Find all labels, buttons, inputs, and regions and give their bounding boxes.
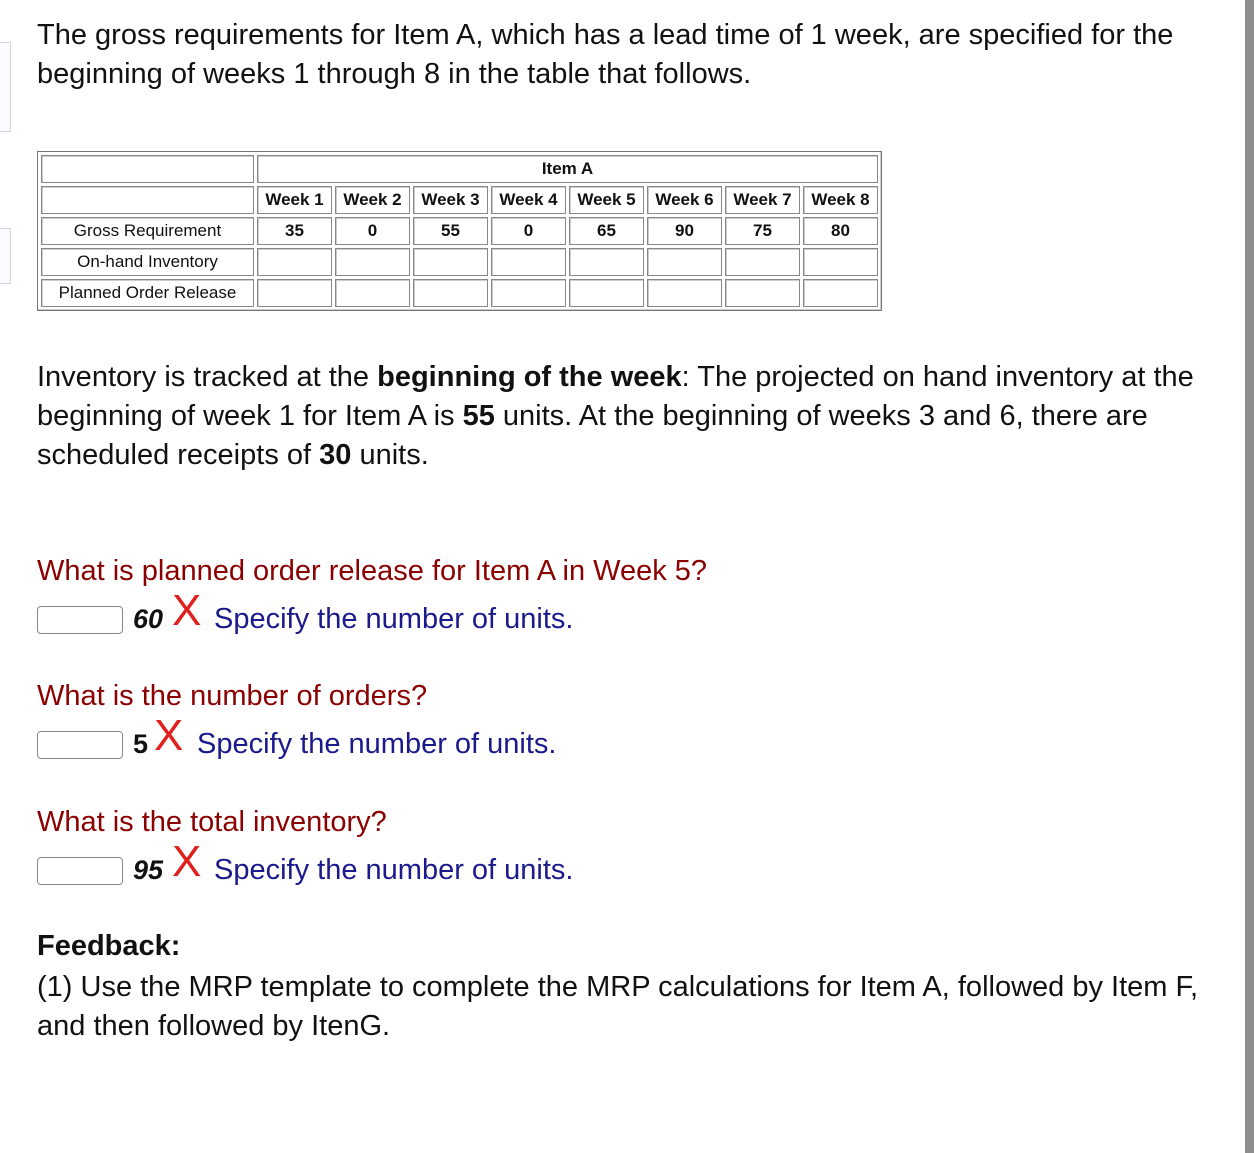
table-row [41,155,878,183]
submitted-answer-1: 60 [133,604,164,634]
week-header: Week 7 [725,186,800,214]
problem-intro: The gross requirements for Item A, which has a lead time of 1 week, are specified for the beginning of weeks 1 through 8 in the table that follows. [37,19,1174,90]
table-cell [335,279,410,307]
table-cell [647,279,722,307]
feedback-text: (1) Use the MRP template to complete the MRP calculations for Item A, followed by Item F, and then followed by ItenG. [37,971,1199,1042]
table-cell [569,248,644,276]
hint-text-3: Specify the number of units. [214,854,574,886]
inventory-bold: beginning of the week [377,361,682,393]
item-header: Item A [257,155,878,183]
week-header: Week 1 [257,186,332,214]
table-cell: 90 [647,217,722,245]
table-cell [803,279,878,307]
table-cell [725,248,800,276]
question-1: What is planned order release for Item A in Week 5? [37,555,708,587]
table-cell [257,279,332,307]
left-gutter-tab [0,42,11,132]
submitted-answer-2: 5 [133,729,149,759]
table-row [41,217,878,245]
table-cell: 55 [413,217,488,245]
table-cell [803,248,878,276]
inventory-text: units. At the beginning of weeks 3 and 6, there are scheduled receipts of [37,400,1148,471]
row-label: Gross Requirement [41,217,254,245]
inventory-text: : The projected on hand inventory at the beginning of week 1 for Item A is [37,361,1194,432]
table-cell [491,279,566,307]
table-corner-cell [41,186,254,214]
week-header: Week 3 [413,186,488,214]
row-label: Planned Order Release [41,279,254,307]
feedback-title: Feedback: [37,930,181,962]
table-cell: 75 [725,217,800,245]
hint-text-2: Specify the number of units. [197,728,557,760]
question-2: What is the number of orders? [37,680,428,712]
submitted-answer-3: 95 [133,855,164,885]
answer-input-1[interactable] [37,606,123,634]
row-label: On-hand Inventory [41,248,254,276]
table-cell: 80 [803,217,878,245]
inventory-text: Inventory is tracked at the [37,361,378,393]
question-3: What is the total inventory? [37,806,387,838]
table-row [41,186,878,214]
table-corner-cell [41,155,254,183]
page-scrollbar-edge [1245,0,1254,1153]
answer-input-2[interactable] [37,731,123,759]
inventory-paragraph [37,358,1217,475]
incorrect-x-icon: X [154,711,184,760]
table-cell [413,248,488,276]
table-cell [647,248,722,276]
table-cell: 35 [257,217,332,245]
hint-text-1: Specify the number of units. [214,603,574,635]
table-cell: 65 [569,217,644,245]
week-header: Week 4 [491,186,566,214]
table-cell [725,279,800,307]
mrp-table [37,151,882,311]
week-header: Week 2 [335,186,410,214]
table-cell [569,279,644,307]
week-header: Week 6 [647,186,722,214]
table-row [41,248,878,276]
answer-input-3[interactable] [37,857,123,885]
inventory-bold: 30 [319,439,352,471]
table-cell [257,248,332,276]
table-cell [335,248,410,276]
incorrect-x-icon: X [172,837,202,886]
table-cell: 0 [491,217,566,245]
left-gutter-tab [0,228,11,284]
table-cell [413,279,488,307]
inventory-text: units. [351,439,429,471]
incorrect-x-icon: X [172,586,202,635]
table-row [41,279,878,307]
table-cell: 0 [335,217,410,245]
week-header: Week 5 [569,186,644,214]
week-header: Week 8 [803,186,878,214]
inventory-bold: 55 [462,400,495,432]
table-cell [491,248,566,276]
